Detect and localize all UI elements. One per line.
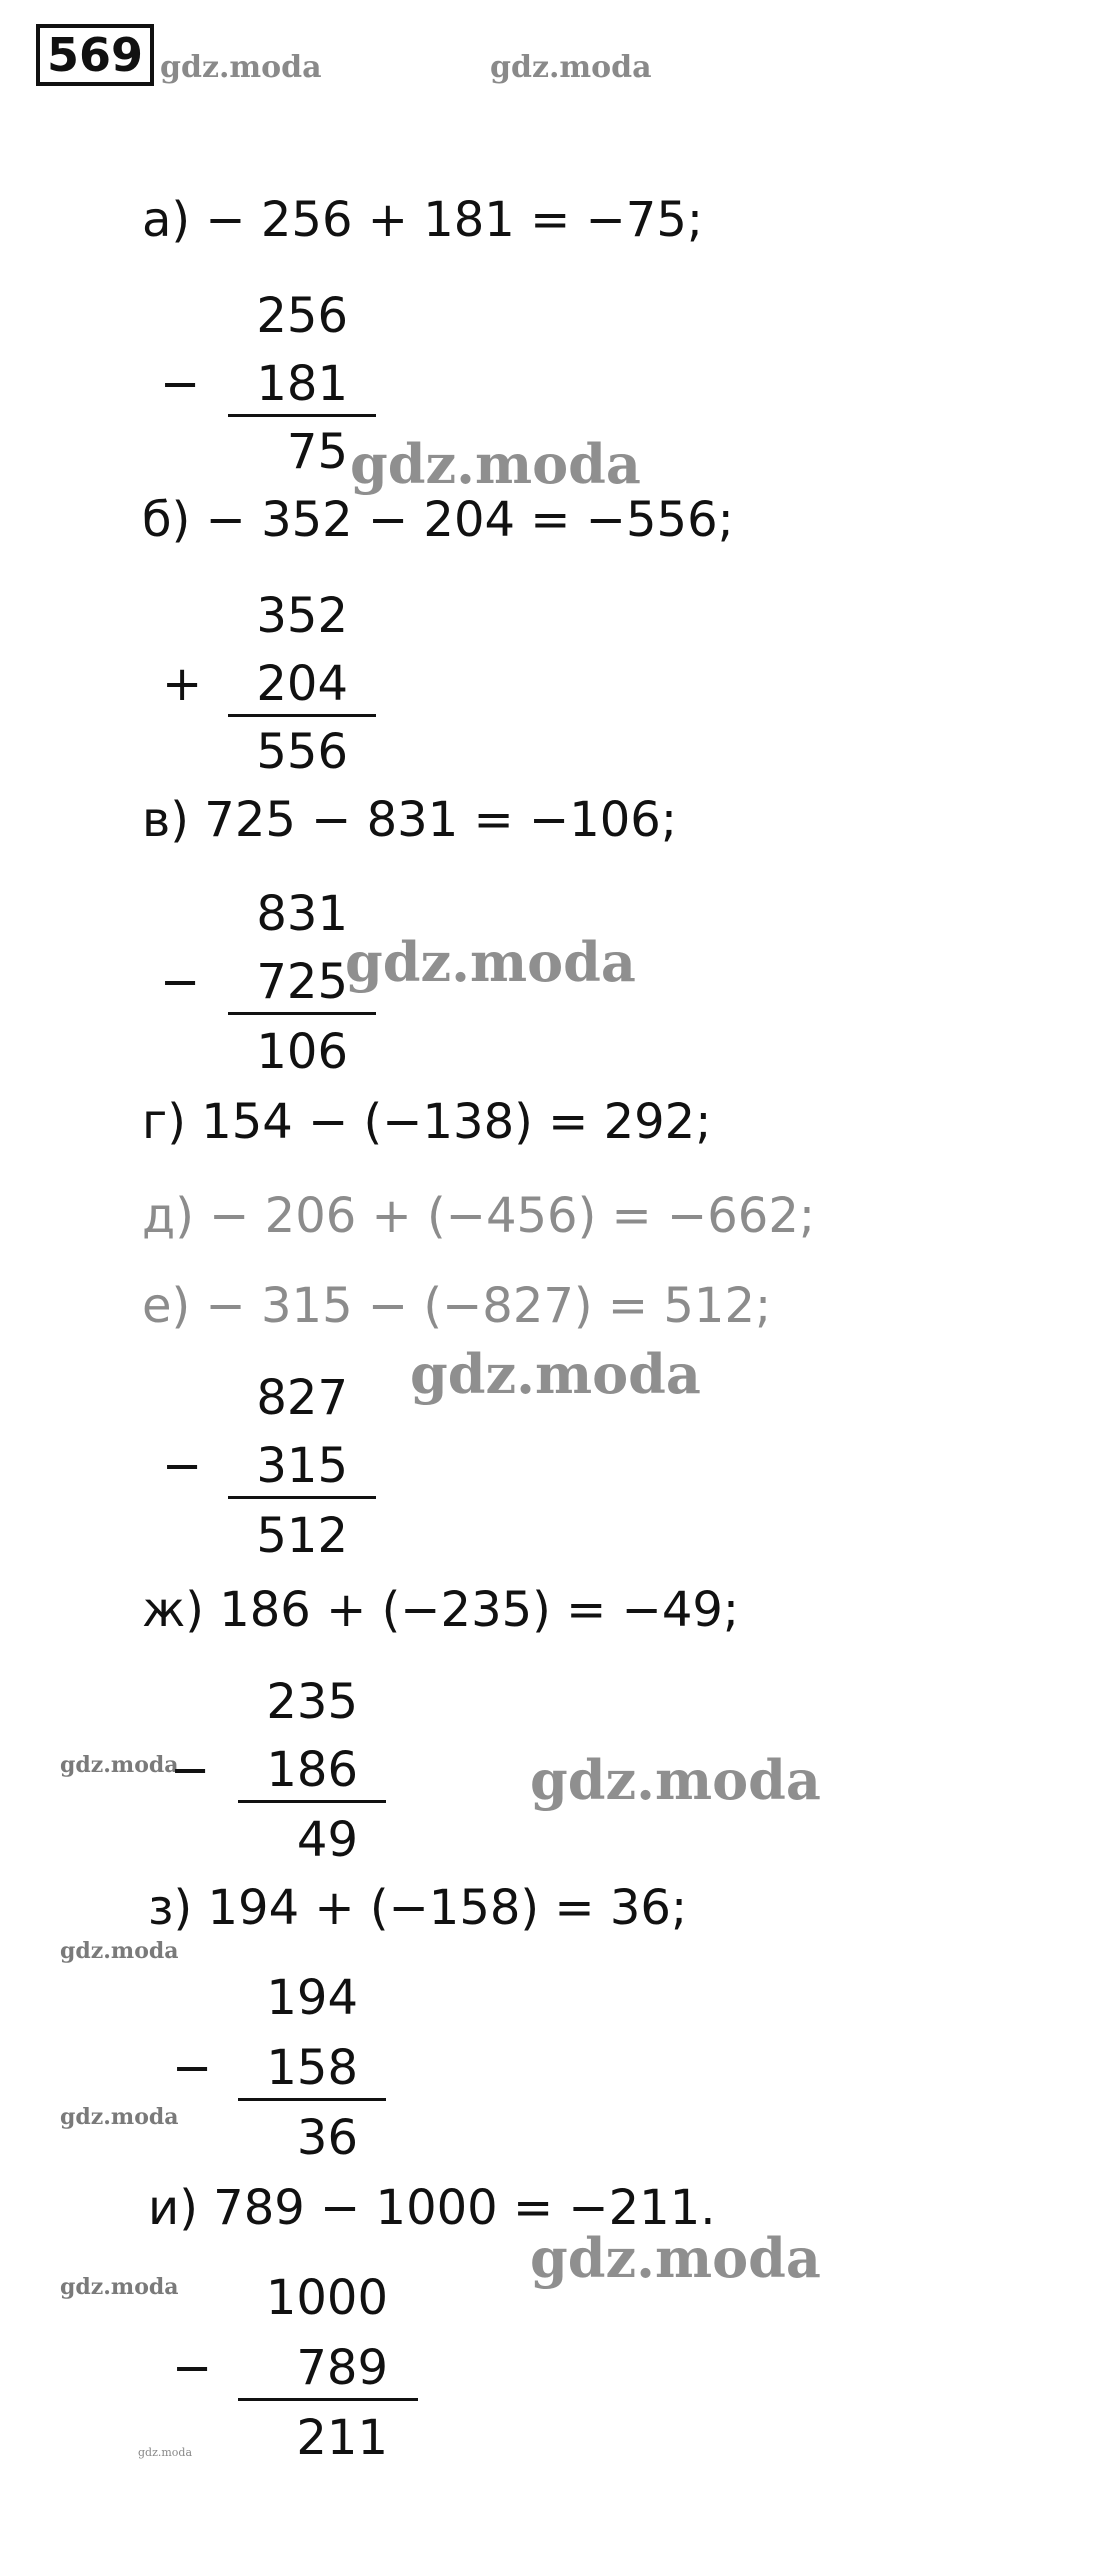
column-zh-top: 235 bbox=[266, 1674, 358, 1730]
column-e-top: 827 bbox=[256, 1370, 348, 1426]
exercise-number: 569 bbox=[36, 24, 154, 86]
column-z-line bbox=[238, 2098, 386, 2101]
equation-d: д) − 206 + (−456) = −662; bbox=[142, 1188, 816, 1244]
column-b-result: 556 bbox=[256, 724, 348, 780]
column-v-line bbox=[228, 1012, 376, 1015]
column-v-bottom: 725 bbox=[256, 954, 348, 1010]
column-zh-line bbox=[238, 1800, 386, 1803]
column-v-sign: − bbox=[160, 954, 201, 1010]
column-e-sign: − bbox=[162, 1438, 203, 1494]
watermark: gdz.moda bbox=[160, 50, 322, 85]
equation-zh: ж) 186 + (−235) = −49; bbox=[142, 1582, 740, 1638]
column-a-bottom: 181 bbox=[256, 356, 348, 412]
column-a-sign: − bbox=[160, 356, 201, 412]
column-z-top: 194 bbox=[266, 1970, 358, 2026]
equation-i: и) 789 − 1000 = −211. bbox=[148, 2180, 716, 2236]
column-v-result: 106 bbox=[256, 1024, 348, 1080]
watermark: gdz.moda bbox=[60, 2274, 179, 2300]
equation-v: в) 725 − 831 = −106; bbox=[142, 792, 677, 848]
column-a-result: 75 bbox=[286, 424, 348, 480]
column-a-line bbox=[228, 414, 376, 417]
column-i-result: 211 bbox=[296, 2410, 388, 2466]
column-z-sign: − bbox=[172, 2040, 213, 2096]
column-zh-sign: − bbox=[170, 1742, 211, 1798]
column-a-top: 256 bbox=[256, 288, 348, 344]
watermark: gdz.moda bbox=[138, 2446, 193, 2459]
watermark: gdz.moda bbox=[60, 2104, 179, 2130]
column-v-top: 831 bbox=[256, 886, 348, 942]
watermark: gdz.moda bbox=[60, 1752, 179, 1778]
watermark: gdz.moda bbox=[490, 50, 652, 85]
column-b-line bbox=[228, 714, 376, 717]
equation-e: е) − 315 − (−827) = 512; bbox=[142, 1278, 772, 1334]
equation-b: б) − 352 − 204 = −556; bbox=[142, 492, 734, 548]
watermark: gdz.moda bbox=[530, 1748, 821, 1812]
watermark: gdz.moda bbox=[350, 432, 641, 496]
column-i-top: 1000 bbox=[265, 2270, 388, 2326]
column-b-bottom: 204 bbox=[256, 656, 348, 712]
column-i-sign: − bbox=[172, 2340, 213, 2396]
watermark: gdz.moda bbox=[345, 930, 636, 994]
column-i-line bbox=[238, 2398, 418, 2401]
equation-a: а) − 256 + 181 = −75; bbox=[142, 192, 704, 248]
equation-g: г) 154 − (−138) = 292; bbox=[142, 1094, 712, 1150]
watermark: gdz.moda bbox=[530, 2226, 821, 2290]
watermark: gdz.moda bbox=[410, 1342, 701, 1406]
column-e-line bbox=[228, 1496, 376, 1499]
column-b-top: 352 bbox=[256, 588, 348, 644]
column-zh-result: 49 bbox=[296, 1812, 358, 1868]
watermark: gdz.moda bbox=[60, 1938, 179, 1964]
column-z-result: 36 bbox=[296, 2110, 358, 2166]
column-e-result: 512 bbox=[256, 1508, 348, 1564]
column-i-bottom: 789 bbox=[296, 2340, 388, 2396]
column-z-bottom: 158 bbox=[266, 2040, 358, 2096]
column-zh-bottom: 186 bbox=[266, 1742, 358, 1798]
column-e-bottom: 315 bbox=[256, 1438, 348, 1494]
column-b-sign: + bbox=[162, 656, 203, 712]
equation-z: з) 194 + (−158) = 36; bbox=[148, 1880, 688, 1936]
